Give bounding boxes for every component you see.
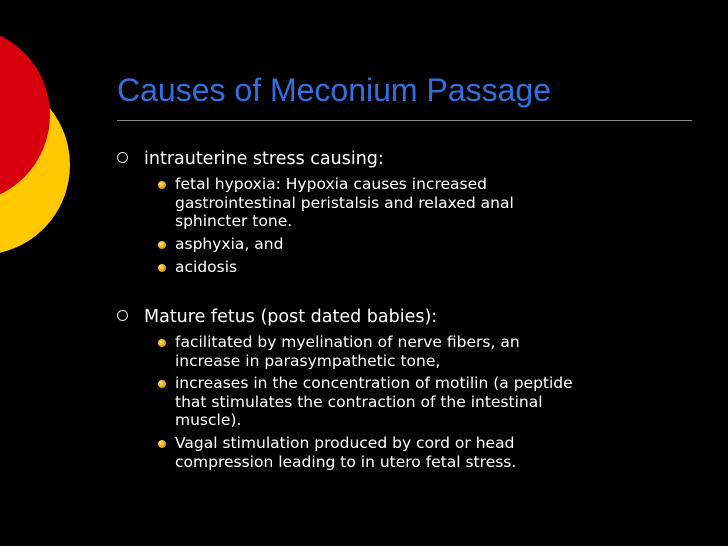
hollow-circle-bullet-icon xyxy=(117,152,128,163)
gold-bullet-icon xyxy=(158,339,166,347)
title-divider xyxy=(117,120,692,121)
list-item-text: asphyxia, and xyxy=(175,235,284,253)
section-heading-text: Mature fetus (post dated babies): xyxy=(144,307,438,327)
decorative-circles xyxy=(0,0,120,300)
gold-bullet-icon xyxy=(158,241,166,249)
gold-bullet-icon xyxy=(158,181,166,189)
list-item-text: increases in the concentration of motilin (a peptide that stimulates the contraction of the intestinal muscle). xyxy=(175,374,573,429)
list-item-text: acidosis xyxy=(175,258,238,276)
hollow-circle-bullet-icon xyxy=(117,310,128,321)
section-heading-text: intrauterine stress causing: xyxy=(144,149,384,169)
gold-bullet-icon xyxy=(158,380,166,388)
gold-bullet-icon xyxy=(158,264,166,272)
list-item-text: facilitated by myelination of nerve fibers, an increase in parasympathetic tone, xyxy=(175,333,520,370)
gold-bullet-icon xyxy=(158,440,166,448)
list-item-text: fetal hypoxia: Hypoxia causes increased gastrointestinal peristalsis and relaxed anal sphincter tone. xyxy=(175,175,514,230)
list-item-text: Vagal stimulation produced by cord or head compression leading to in utero fetal stress. xyxy=(175,434,517,471)
slide-title: Causes of Meconium Passage xyxy=(117,72,551,108)
